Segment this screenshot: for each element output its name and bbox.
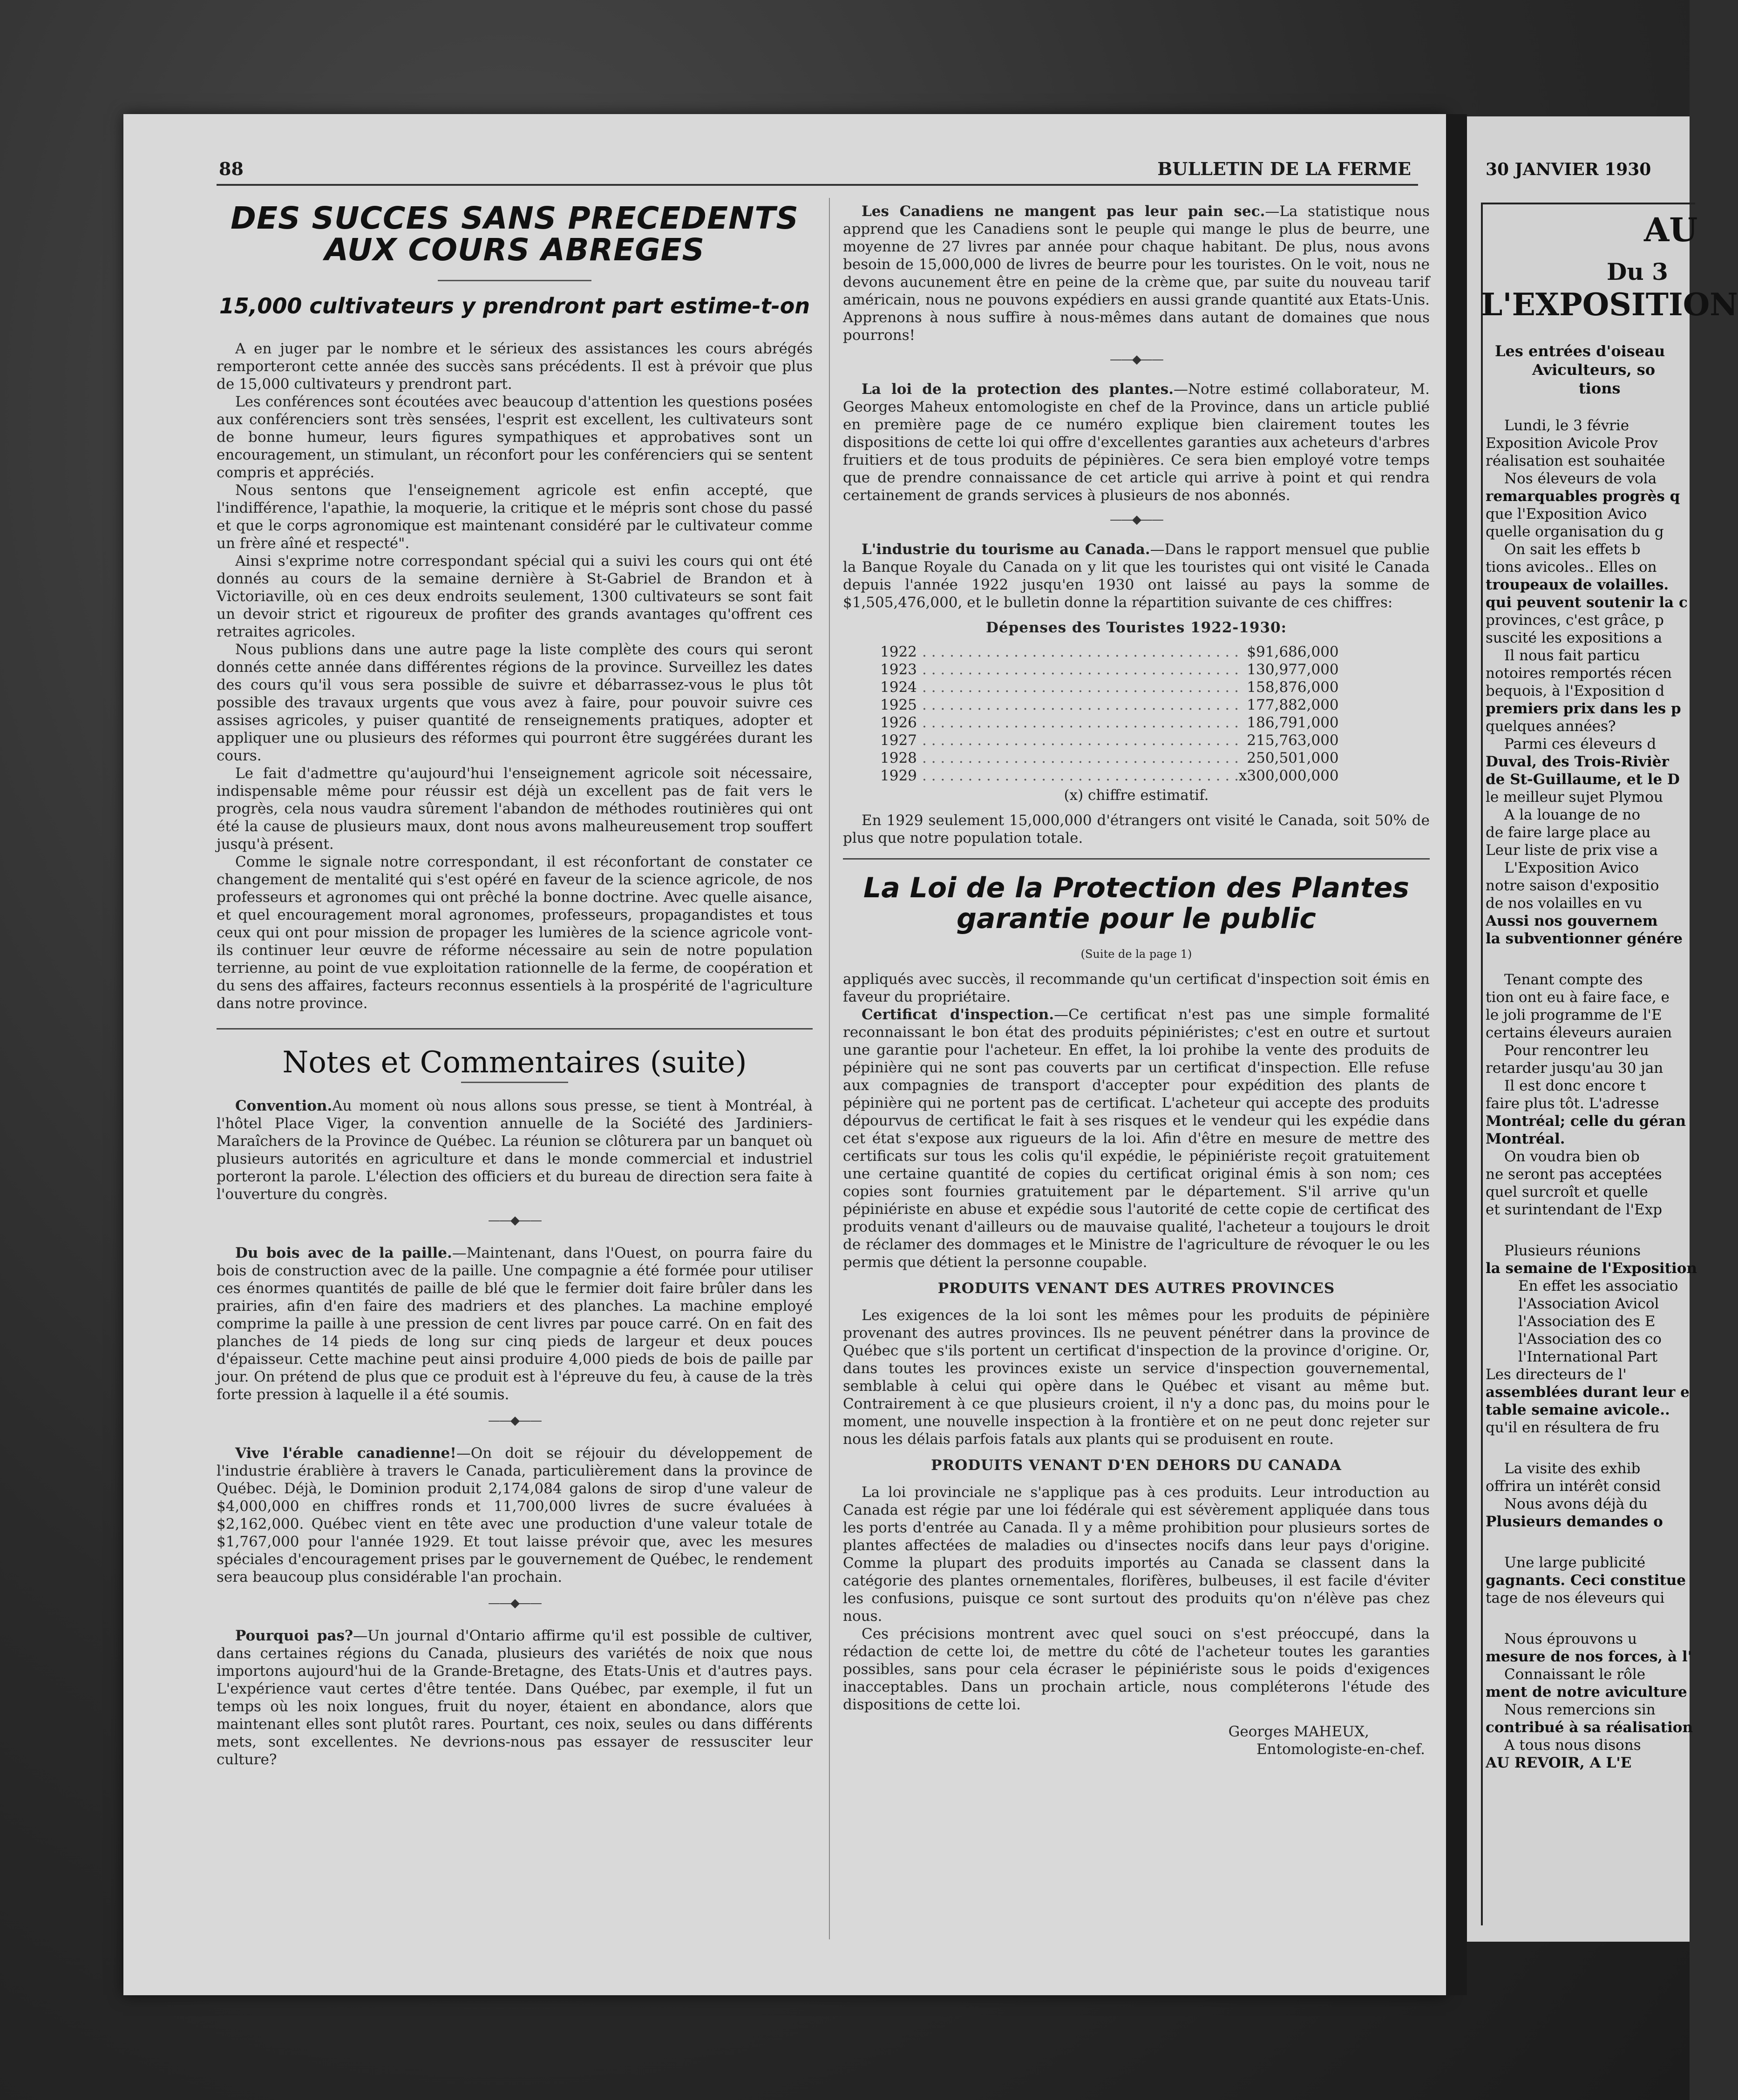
adjacent-page-line: l'Association des co: [1518, 1331, 1662, 1348]
note-item: [217, 1444, 813, 1586]
adjacent-page-line: que l'Exposition Avico: [1486, 506, 1647, 522]
adjacent-page-line: de St-Guillaume, et le D: [1486, 771, 1680, 788]
note-text: —Notre estimé collaborateur, M. Georges Maheux entomologiste en chef de la Province, dans un article publié en première page de ce numéro explique bien clairement toutes les dispositions de cette loi qui offre d'excellentes garanties aux acheteurs d'arbres fruitiers et de tous produits de pépinières. Ce sera bien employé votre temps que de prendre connaissance de cet article qui arrive à point et qui rendra certainement de grands services à plusieurs de nos abonnés.: [843, 381, 1430, 504]
adjacent-page-line: bequois, à l'Exposition d: [1486, 683, 1665, 699]
ornament-divider: ——◆——: [1110, 352, 1163, 366]
note-run-in: Pourquoi pas?: [235, 1627, 353, 1644]
table-after-text: En 1929 seulement 15,000,000 d'étrangers ont visité le Canada, soit 50% de plus que notre population totale.: [843, 812, 1430, 847]
note-item: [217, 1627, 813, 1768]
article-paragraph: Ainsi s'exprime notre correspondant spécial qui a suivi les cours qui ont été donnés au cours de la semaine dernière à St-Gabriel de Brandon et à Victoriaville, où en ces deux endroits seulement, 1300 cultivateurs se sont fait un devoir strict et rigoureux de profiter des grands avantages qu'offrent ces retraites agricoles.: [217, 553, 813, 640]
ornament-divider: ——◆——: [488, 1414, 541, 1428]
article-paragraph: Nous sentons que l'enseignement agricole est enfin accepté, que l'indifférence, l'apathie, la moquerie, la critique et le mépris sont chose du passé et que le corps agronomique est maintenant considéré par le cultivateur comme un frère aîné et respecté".: [217, 482, 813, 552]
page-gutter: [1446, 114, 1467, 1995]
note-run-in: Les Canadiens ne mangent pas leur pain sec.: [862, 203, 1265, 220]
adjacent-page-line: et surintendant de l'Exp: [1486, 1201, 1663, 1218]
headline-line-2: garantie pour le public: [957, 902, 1316, 935]
adjacent-page-line: quelques années?: [1486, 718, 1616, 735]
adjacent-page-line: tion ont eu à faire face, e: [1486, 989, 1670, 1006]
adjacent-page-line: Lundi, le 3 févrie: [1504, 417, 1629, 434]
table-row: [880, 696, 1339, 714]
adjacent-page-line: ne seront pas acceptées: [1486, 1166, 1662, 1183]
year-cell: 1927: [880, 732, 917, 749]
adjacent-page-line: A tous nous disons: [1504, 1737, 1641, 1754]
year-cell: 1925: [880, 697, 917, 713]
section-rule: [217, 1028, 813, 1030]
section-subheading: PRODUITS VENANT D'EN DEHORS DU CANADA: [931, 1457, 1342, 1474]
adjacent-page-line: mesure de nos forces, à l': [1486, 1648, 1692, 1665]
year-cell: 1928: [880, 750, 917, 766]
note-text: —Un journal d'Ontario affirme qu'il est possible de cultiver, dans certaines régions du Canada, plusieurs des variétés de noix que nous importons aujourd'hui de la Grande-Bretagne, des Etats-Unis et d'autres pays. L'expérience vaut certes d'être tentée. Dans Québec, par exemple, il fut un temps où les noix longues, fruit du noyer, étaient en abondance, alors que maintenant elles sont plutôt rares. Pourtant, ces noix, seules ou dans différents mets, sont excellentes. Ne devrions-nous pas essayer de ressusciter leur culture?: [217, 1627, 813, 1768]
article2-headline: [843, 873, 1430, 934]
section-rule: [843, 858, 1430, 860]
year-cell: 1924: [880, 679, 917, 696]
adjacent-page-line: Nous avons déjà du: [1504, 1496, 1648, 1512]
headline-line-2: AUX COURS ABREGES: [324, 232, 705, 268]
adjacent-page-line: Montréal.: [1486, 1131, 1565, 1147]
leader-dots: . . . . . . . . . . . . . . . . . . . . . . . . . . . . . . . . . . .: [922, 714, 1239, 731]
note-run-in: Vive l'érable canadienne!: [235, 1445, 456, 1462]
adjacent-page-line: Nous éprouvons u: [1504, 1631, 1637, 1647]
amount-cell: 177,882,000: [1247, 697, 1339, 713]
newspaper-page: [123, 114, 1446, 1995]
adjacent-page-line: le meilleur sujet Plymou: [1486, 789, 1663, 806]
headline-line-1: La Loi de la Protection des Plantes: [863, 872, 1410, 904]
adjacent-page-line: l'International Part: [1518, 1348, 1658, 1365]
note-item: [843, 541, 1430, 611]
adjacent-page-line: Montréal; celle du géran: [1486, 1113, 1686, 1130]
leader-dots: . . . . . . . . . . . . . . . . . . . . . . . . . . . . . . . . . . .: [922, 732, 1239, 749]
adjacent-page-line: Parmi ces éleveurs d: [1504, 736, 1657, 752]
adjacent-page-line: faire plus tôt. L'adresse: [1486, 1095, 1659, 1112]
adjacent-page-line: assemblées durant leur e: [1486, 1384, 1690, 1401]
adjacent-page-line: quel surcroît et quelle: [1486, 1184, 1648, 1200]
note-item: [217, 1097, 813, 1203]
table-row: [880, 714, 1339, 732]
signature-name: Georges MAHEUX,: [1228, 1723, 1369, 1740]
header-rule: [217, 184, 1418, 186]
adjacent-page-line: L'EXPOSITION: [1481, 286, 1738, 323]
table-title: Dépenses des Touristes 1922-1930:: [985, 619, 1287, 636]
adjacent-page-line: quelle organisation du g: [1486, 523, 1664, 540]
article-paragraph: Comme le signale notre correspondant, il est réconfortant de constater ce changement de mentalité qui s'est opéré en faveur de la science agricole, de nos professeurs et agronomes qui ont prêché la bonne doctrine. Avec quelle aisance, et quel encouragement moral agronomes, professeurs, propagandistes et tous ceux qui ont pour mission de propager les lumières de la science agricole vont-ils continuer leur œuvre de réforme nécessaire au sein de notre population terrienne, au point de vue exploitation rationnelle de la ferme, de coopération et du sens des affaires, facteurs reconnus essentiels à la prospérité de l'agriculture dans notre province.: [217, 854, 813, 1012]
adjacent-page-line: premiers prix dans les p: [1486, 700, 1681, 717]
leader-dots: . . . . . . . . . . . . . . . . . . . . . . . . . . . . . . . . . . .: [922, 767, 1239, 784]
adjacent-page-date: 30 JANVIER 1930: [1486, 160, 1651, 179]
amount-cell: 186,791,000: [1247, 714, 1339, 731]
box-border-left: [1481, 203, 1483, 1925]
adjacent-page-line: qui peuvent soutenir la c: [1486, 594, 1688, 611]
adjacent-page-line: ment de notre aviculture: [1486, 1684, 1687, 1700]
adjacent-page-line: retarder jusqu'au 30 jan: [1486, 1060, 1663, 1077]
adjacent-page-line: qu'il en résultera de fru: [1486, 1419, 1660, 1436]
year-cell: 1923: [880, 661, 917, 678]
note-run-in: Du bois avec de la paille.: [235, 1245, 452, 1261]
table-row: [880, 643, 1339, 661]
adjacent-page-line: remarquables progrès q: [1486, 488, 1680, 505]
adjacent-page-line: troupeaux de volailles.: [1486, 576, 1669, 593]
adjacent-page-line: suscité les expositions a: [1486, 630, 1663, 646]
article-paragraph: Nous publions dans une autre page la liste complète des cours qui seront donnés cette année dans différentes régions de la province. Surveillez les dates des cours qu'il vous sera possible de suivre et débarrassez-vous le plus tôt possible des travaux urgents que vous avez à faire, pour pouvoir suivre ces assises agricoles, y puiser quantité de renseignements pratiques, adopter et appliquer une ou plusieurs des réformes qui pourront être suggérées durant les cours.: [217, 641, 813, 764]
adjacent-page-line: L'Exposition Avico: [1504, 860, 1639, 876]
adjacent-page-line: gagnants. Ceci constitue: [1486, 1572, 1686, 1589]
adjacent-page-line: la subventionner génére: [1486, 930, 1683, 947]
adjacent-page-line: Plusieurs réunions: [1504, 1242, 1641, 1259]
note-run-in: La loi de la protection des plantes.: [862, 381, 1174, 398]
adjacent-page-line: certains éleveurs auraien: [1486, 1024, 1672, 1041]
adjacent-page-line: l'Association des E: [1518, 1313, 1656, 1330]
headline-line-1: DES SUCCES SANS PRECEDENTS: [231, 200, 799, 236]
adjacent-page-line: Leur liste de prix vise a: [1486, 842, 1658, 859]
adjacent-page-line: Plusieurs demandes o: [1486, 1513, 1663, 1530]
leader-dots: . . . . . . . . . . . . . . . . . . . . . . . . . . . . . . . . . . .: [922, 750, 1239, 766]
notes-title: Notes et Commentaires (suite): [282, 1045, 747, 1080]
article-paragraph: Ces précisions montrent avec quel souci on s'est préoccupé, dans la rédaction de cette loi, de mettre du côté de l'acheteur toutes les garanties possibles, sans pour cela écraser le pépiniériste sous le poids d'exigences inacceptables. Dans un prochain article, nous compléterons l'étude des dispositions de cette loi.: [843, 1626, 1430, 1713]
paragraph-text: —Ce certificat n'est pas une simple formalité reconnaissant le bon état des produits pépiniéristes; c'est en outre et surtout une garantie pour l'acheteur. En effet, la loi prohibe la vente des produits de pépinière qui ne sont pas couverts par un certificat d'inspection. Elle refuse aux compagnies de transport d'accepter pour expédition des plants de pépinière qui ne portent pas de certificat. L'acheteur qui accepte des produits dépourvus de certificat le fait à ses risques et le vendeur qui les expédie dans cet état s'expose aux rigueurs de la loi. Afin d'être en mesure de mettre des certificats sur tous les colis qu'il expédie, le pépiniériste reçoit gratuitement une certaine quantité de copies du certificat original émis à son nom; ces copies sont fournies gratuitement par le département. S'il arrive qu'un pépiniériste en abuse et expédie sous l'autorité de cette copie de certificat des produits venant d'ailleurs ou de mauvaise qualité, l'acheteur a toujours le droit de réclamer des dommages et le Ministre de l'agriculture de révoquer le ou les permis que détient la personne coupable.: [843, 1006, 1430, 1271]
table-row: [880, 678, 1339, 696]
adjacent-page-line: On voudra bien ob: [1504, 1148, 1640, 1165]
adjacent-page-line: On sait les effets b: [1504, 541, 1641, 558]
article-subtitle: 15,000 cultivateurs y prendront part estime-t-on: [219, 293, 810, 318]
table-row: [880, 767, 1339, 785]
adjacent-page-line: A la louange de no: [1504, 806, 1641, 823]
adjacent-page-line: contribué à sa réalisation: [1486, 1719, 1693, 1736]
note-item: [843, 380, 1430, 504]
year-cell: 1922: [880, 644, 917, 660]
page-number: 88: [219, 158, 244, 179]
adjacent-page-line: table semaine avicole..: [1486, 1402, 1670, 1418]
adjacent-page-line: notre saison d'expositio: [1486, 877, 1659, 894]
leader-dots: . . . . . . . . . . . . . . . . . . . . . . . . . . . . . . . . . . .: [922, 661, 1239, 678]
article-paragraph: appliqués avec succès, il recommande qu'un certificat d'inspection soit émis en faveur du propriétaire.: [843, 971, 1430, 1005]
adjacent-page-line: la semaine de l'Exposition: [1486, 1260, 1697, 1277]
adjacent-page-line: notoires remportés récen: [1486, 665, 1672, 682]
adjacent-page-line: le joli programme de l'E: [1486, 1007, 1662, 1023]
amount-cell: 215,763,000: [1247, 732, 1339, 749]
table-note: (x) chiffre estimatif.: [1064, 787, 1209, 804]
article-paragraph: Le fait d'admettre qu'aujourd'hui l'enseignement agricole soit nécessaire, indispensable même pour réussir est déjà un excellent pas de fait vers le progrès, cela nous vaudra sûrement l'abandon de méthodes routinières qui ont été la cause de plusieurs maux, dont nous avons malheureusement trop souffert jusqu'à présent.: [217, 765, 813, 853]
note-text: Au moment où nous allons sous presse, se tient à Montréal, à l'hôtel Place Viger, la convention annuelle de la Société des Jardiniers-Maraîchers de la Province de Québec. La réunion se clôturera par un banquet où plusieurs autorités en agriculture et dans le monde commercial et industriel porteront la parole. L'élection des officiers et du bureau de direction sera faite à l'ouverture du congrès.: [217, 1097, 813, 1203]
adjacent-page-line: Aussi nos gouvernem: [1486, 913, 1658, 929]
table-row: [880, 732, 1339, 749]
adjacent-page-line: AU: [1644, 210, 1698, 249]
adjacent-page-line: offrira un intérêt consid: [1486, 1478, 1661, 1495]
tourist-spending-table: [880, 643, 1339, 785]
amount-cell: 250,501,000: [1247, 750, 1339, 766]
table-row: [880, 749, 1339, 767]
adjacent-page-line: tions avicoles.. Elles on: [1486, 559, 1657, 576]
note-text: —La statistique nous apprend que les Canadiens sont le peuple qui mange le plus de beurre, une moyenne de 27 livres par année pour chaque habitant. De plus, nous avons besoin de 15,000,000 de livres de beurre pour les touristes. On le voit, nous ne devons aucunement être en peine de la crème que, par suite du nouveau tarif américain, nous ne pouvons expédiers en aussi grande quantité aux Etats-Unis. Apprenons à nous suffire à nous-mêmes dans autant de domaines que nous pourrons!: [843, 203, 1430, 344]
column-rule: [829, 198, 830, 1939]
adjacent-page-line: Les entrées d'oiseau: [1495, 342, 1665, 360]
adjacent-page-line: Duval, des Trois-Rivièr: [1486, 753, 1669, 770]
adjacent-page-line: Tenant compte des: [1504, 971, 1643, 988]
continued-note: (Suite de la page 1): [1080, 948, 1192, 961]
note-item: [217, 1244, 813, 1403]
article-paragraph: Les conférences sont écoutées avec beaucoup d'attention les questions posées aux conférenciers sont très sensées, l'esprit est excellent, les cultivateurs sont de bonne humeur, leurs figures sympathiques et approbatives sont un encouragement, un stimulant, un réconfort pour les conférenciers qui se sentent compris et appréciés.: [217, 393, 813, 481]
leader-dots: . . . . . . . . . . . . . . . . . . . . . . . . . . . . . . . . . . .: [922, 644, 1239, 660]
paragraph-run-in: Certificat d'inspection.: [862, 1006, 1054, 1023]
table-row: [880, 661, 1339, 678]
ornament-divider: ——◆——: [1110, 513, 1163, 527]
signature-title: Entomologiste-en-chef.: [1256, 1741, 1425, 1758]
adjacent-page-line: réalisation est souhaitée: [1486, 453, 1665, 469]
leader-dots: . . . . . . . . . . . . . . . . . . . . . . . . . . . . . . . . . . .: [922, 697, 1239, 713]
article-paragraph: Les exigences de la loi sont les mêmes pour les produits de pépinière provenant des autres provinces. Ils ne peuvent pénétrer dans la province de Québec que s'ils portent un certificat d'inspection de la province d'origine. Or, dans toutes les provinces existe un service d'inspection gouvernemental, semblable à celui qui opère dans le Québec et visant au même but. Contrairement à ce que plusieurs croient, il n'y a donc pas, du moins pour le moment, une nouvelle inspection à la frontière et on ne peut donc rejeter sur nous les délais parfois fatals aux plants qui se produisent en route.: [843, 1307, 1430, 1448]
adjacent-page-line: Il est donc encore t: [1504, 1077, 1646, 1094]
adjacent-page-line: tions: [1579, 379, 1621, 397]
amount-cell: 158,876,000: [1247, 679, 1339, 696]
ornament-divider: ——◆——: [488, 1596, 541, 1610]
adjacent-page-line: Exposition Avicole Prov: [1486, 435, 1658, 452]
headline-divider: [438, 280, 591, 281]
adjacent-page-line: Pour rencontrer leu: [1504, 1042, 1649, 1059]
note-text: —Dans le rapport mensuel que publie la Banque Royale du Canada on y lit que les touristes qui ont visité le Canada depuis l'année 1922 jusqu'en 1930 ont laissé au pays la somme de $1,505,476,000, et le bulletin donne la répartition suivante de ces chiffres:: [843, 541, 1430, 611]
adjacent-page-line: Du 3: [1607, 258, 1668, 285]
adjacent-page-line: Nos éleveurs de vola: [1504, 470, 1657, 487]
adjacent-page-line: de nos volailles en vu: [1486, 895, 1643, 912]
note-run-in: Convention.: [235, 1097, 333, 1114]
note-text: —On doit se réjouir du développement de l'industrie érablière à travers le Canada, particulièrement dans la province de Québec. Déjà, le Dominion produit 2,174,084 galons de sirop d'une valeur de $4,000,000 en chiffres ronds et 11,700,000 livres de sucre évaluées à $2,162,000. Québec vient en tête avec une production d'une valeur totale de $1,767,000 pour l'année 1929. Et tout laisse prévoir que, avec les mesures spéciales d'encouragement prises par le gouvernement de Québec, le rendement sera beaucoup plus considérable l'an prochain.: [217, 1445, 813, 1585]
article-headline: [217, 200, 813, 268]
notes-divider: [461, 1082, 568, 1083]
note-item: [843, 203, 1430, 344]
left-column: [217, 200, 813, 1768]
right-column: [843, 203, 1430, 1758]
box-border-top: [1481, 203, 1695, 204]
amount-cell: 130,977,000: [1247, 661, 1339, 678]
amount-cell: $91,686,000: [1247, 644, 1339, 660]
adjacent-page-line: provinces, c'est grâce, p: [1486, 612, 1664, 629]
adjacent-page-line: En effet les associatio: [1518, 1278, 1678, 1294]
note-text: —Maintenant, dans l'Ouest, on pourra faire du bois de construction avec de la paille. Une compagnie a été formée pour utiliser ces énormes quantités de paille de blé que le fermier doit faire brûler dans les prairies, afin d'en faire des madriers et des planches. La machine employé comprime la paille à une pression de cent livres par pouce carré. On en fait des planches de 14 pieds de long sur cinq pieds de largeur et deux pouces d'épaisseur. Cette machine peut ainsi produire 4,000 pieds de bois de paille par jour. On prétend de plus que ce produit est à l'épreuve du feu, à cause de la très forte pression à laquelle il a été soumis.: [217, 1245, 813, 1403]
leader-dots: . . . . . . . . . . . . . . . . . . . . . . . . . . . . . . . . . . .: [922, 679, 1239, 696]
year-cell: 1929: [880, 767, 917, 784]
article-paragraph: La loi provinciale ne s'applique pas à ces produits. Leur introduction au Canada est régie par une loi fédérale qui est sévèrement appliquée dans tous les ports d'entrée au Canada. Il y a même prohibition pour plusieurs sortes de plantes affectées de maladies ou d'insectes nocifs dans leur pays d'origine. Comme la plupart des produits importés au Canada se classent dans la catégorie des plantes ornementales, florifères, bulbeuses, il est facile d'éviter les confusions, puisque ce sont surtout des produits qu'on n'élève pas chez nous.: [843, 1484, 1430, 1625]
adjacent-page-line: Les directeurs de l': [1486, 1366, 1627, 1383]
adjacent-page-line: Il nous fait particu: [1504, 647, 1640, 664]
ornament-divider: ——◆——: [488, 1213, 541, 1227]
adjacent-page-line: La visite des exhib: [1504, 1460, 1641, 1477]
year-cell: 1926: [880, 714, 917, 731]
article-paragraph: [843, 1006, 1430, 1271]
adjacent-page-line: Nous remercions sin: [1504, 1701, 1656, 1718]
adjacent-page-line: Connaissant le rôle: [1504, 1666, 1646, 1683]
article-paragraph: A en juger par le nombre et le sérieux des assistances les cours abrégés remporteront cette année des succès sans précédents. Il est à prévoir que plus de 15,000 cultivateurs y prendront part.: [217, 340, 813, 393]
amount-cell: x300,000,000: [1238, 767, 1339, 784]
adjacent-page-line: de faire large place au: [1486, 824, 1651, 841]
note-run-in: L'industrie du tourisme au Canada.: [862, 541, 1150, 558]
adjacent-page-line: l'Association Avicol: [1518, 1295, 1659, 1312]
adjacent-page-line: tage de nos éleveurs qui: [1486, 1590, 1665, 1606]
adjacent-page-line: Aviculteurs, so: [1532, 361, 1656, 379]
publication-title: BULLETIN DE LA FERME: [1157, 158, 1411, 179]
adjacent-page: [1467, 116, 1738, 1942]
adjacent-page-line: AU REVOIR, A L'E: [1486, 1755, 1632, 1771]
section-subheading: PRODUITS VENANT DES AUTRES PROVINCES: [937, 1280, 1335, 1297]
adjacent-page-line: Une large publicité: [1504, 1554, 1646, 1571]
